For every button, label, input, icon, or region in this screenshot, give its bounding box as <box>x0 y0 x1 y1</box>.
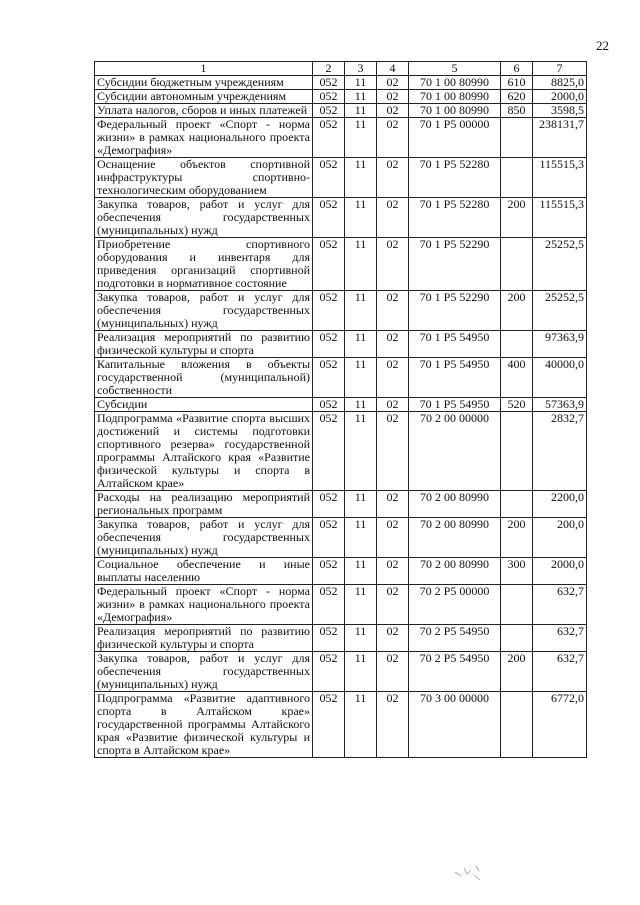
column-number: 3 <box>345 62 377 76</box>
row-name-cell: Капитальные вложения в объекты государственной (муниципальной) собственности <box>95 358 313 398</box>
target-article-cell: 70 2 00 80990 <box>409 518 501 558</box>
row-name-cell: Подпрограмма «Развитие адаптивного спорта в Алтайском крае» государственной программы Алтайского края «Развитие физической культуры и спорта в Алтайском крае» <box>95 692 313 758</box>
section-code-cell: 11 <box>345 291 377 331</box>
amount-cell: 40000,0 <box>533 358 587 398</box>
section-code-cell: 11 <box>345 198 377 238</box>
table-row <box>95 104 587 118</box>
row-name-cell: Оснащение объектов спортивной инфраструктуры спортивно-технологическим оборудованием <box>95 158 313 198</box>
subsection-code-cell: 02 <box>377 652 409 692</box>
expense-type-cell <box>501 625 533 652</box>
target-article-cell: 70 1 P5 52280 <box>409 198 501 238</box>
target-article-cell: 70 1 P5 54950 <box>409 331 501 358</box>
section-code-cell: 11 <box>345 652 377 692</box>
column-number: 5 <box>409 62 501 76</box>
amount-cell: 632,7 <box>533 652 587 692</box>
section-code-cell: 11 <box>345 238 377 291</box>
ministry-code-cell: 052 <box>313 518 345 558</box>
ministry-code-cell: 052 <box>313 398 345 412</box>
expense-type-cell: 610 <box>501 76 533 90</box>
row-name-cell: Закупка товаров, работ и услуг для обеспечения государственных (муниципальных) нужд <box>95 518 313 558</box>
row-name-cell: Федеральный проект «Спорт - норма жизни» в рамках национального проекта «Демография» <box>95 118 313 158</box>
table-row <box>95 118 587 158</box>
target-article-cell: 70 1 P5 52290 <box>409 238 501 291</box>
subsection-code-cell: 02 <box>377 585 409 625</box>
target-article-cell: 70 1 00 80990 <box>409 90 501 104</box>
expense-type-cell <box>501 238 533 291</box>
subsection-code-cell: 02 <box>377 238 409 291</box>
subsection-code-cell: 02 <box>377 331 409 358</box>
column-number: 6 <box>501 62 533 76</box>
ministry-code-cell: 052 <box>313 104 345 118</box>
page-number: 22 <box>596 38 609 53</box>
expense-type-cell: 300 <box>501 558 533 585</box>
subsection-code-cell: 02 <box>377 291 409 331</box>
ministry-code-cell: 052 <box>313 238 345 291</box>
table-row <box>95 238 587 291</box>
row-name-cell: Субсидии бюджетным учреждениям <box>95 76 313 90</box>
ministry-code-cell: 052 <box>313 692 345 758</box>
section-code-cell: 11 <box>345 625 377 652</box>
table-row <box>95 558 587 585</box>
column-number: 7 <box>533 62 587 76</box>
ministry-code-cell: 052 <box>313 585 345 625</box>
target-article-cell: 70 1 P5 00000 <box>409 118 501 158</box>
section-code-cell: 11 <box>345 331 377 358</box>
section-code-cell: 11 <box>345 585 377 625</box>
amount-cell: 632,7 <box>533 625 587 652</box>
subsection-code-cell: 02 <box>377 625 409 652</box>
amount-cell: 8825,0 <box>533 76 587 90</box>
ministry-code-cell: 052 <box>313 558 345 585</box>
section-code-cell: 11 <box>345 104 377 118</box>
expense-type-cell <box>501 331 533 358</box>
row-name-cell: Реализация мероприятий по развитию физической культуры и спорта <box>95 331 313 358</box>
amount-cell: 238131,7 <box>533 118 587 158</box>
amount-cell: 25252,5 <box>533 291 587 331</box>
target-article-cell: 70 1 P5 54950 <box>409 358 501 398</box>
ministry-code-cell: 052 <box>313 331 345 358</box>
row-name-cell: Закупка товаров, работ и услуг для обеспечения государственных (муниципальных) нужд <box>95 652 313 692</box>
subsection-code-cell: 02 <box>377 76 409 90</box>
subsection-code-cell: 02 <box>377 692 409 758</box>
expense-type-cell: 620 <box>501 90 533 104</box>
target-article-cell: 70 1 00 80990 <box>409 76 501 90</box>
section-code-cell: 11 <box>345 518 377 558</box>
ministry-code-cell: 052 <box>313 625 345 652</box>
target-article-cell: 70 2 P5 00000 <box>409 585 501 625</box>
expense-type-cell <box>501 692 533 758</box>
column-number: 4 <box>377 62 409 76</box>
ministry-code-cell: 052 <box>313 358 345 398</box>
target-article-cell: 70 2 P5 54950 <box>409 625 501 652</box>
amount-cell: 2000,0 <box>533 90 587 104</box>
table-row <box>95 198 587 238</box>
subsection-code-cell: 02 <box>377 398 409 412</box>
expense-type-cell: 200 <box>501 198 533 238</box>
table-row <box>95 652 587 692</box>
section-code-cell: 11 <box>345 90 377 104</box>
amount-cell: 2200,0 <box>533 491 587 518</box>
ministry-code-cell: 052 <box>313 291 345 331</box>
table-row <box>95 518 587 558</box>
expense-type-cell <box>501 158 533 198</box>
ministry-code-cell: 052 <box>313 90 345 104</box>
table-row <box>95 76 587 90</box>
column-number: 1 <box>95 62 313 76</box>
section-code-cell: 11 <box>345 158 377 198</box>
amount-cell: 57363,9 <box>533 398 587 412</box>
table-row <box>95 491 587 518</box>
target-article-cell: 70 2 00 80990 <box>409 558 501 585</box>
amount-cell: 200,0 <box>533 518 587 558</box>
target-article-cell: 70 3 00 00000 <box>409 692 501 758</box>
subsection-code-cell: 02 <box>377 358 409 398</box>
column-number: 2 <box>313 62 345 76</box>
row-name-cell: Закупка товаров, работ и услуг для обеспечения государственных (муниципальных) нужд <box>95 291 313 331</box>
row-name-cell: Расходы на реализацию мероприятий региональных программ <box>95 491 313 518</box>
section-code-cell: 11 <box>345 118 377 158</box>
row-name-cell: Подпрограмма «Развитие спорта высших достижений и системы подготовки спортивного резерва» государственной программы Алтайского края «Развитие физической культуры и спорта в Алтайском крае» <box>95 412 313 491</box>
subsection-code-cell: 02 <box>377 412 409 491</box>
table-row <box>95 358 587 398</box>
expense-type-cell <box>501 412 533 491</box>
subsection-code-cell: 02 <box>377 558 409 585</box>
row-name-cell: Социальное обеспечение и иные выплаты населению <box>95 558 313 585</box>
amount-cell: 115515,3 <box>533 198 587 238</box>
subsection-code-cell: 02 <box>377 518 409 558</box>
target-article-cell: 70 2 00 80990 <box>409 491 501 518</box>
expense-type-cell: 200 <box>501 652 533 692</box>
section-code-cell: 11 <box>345 692 377 758</box>
expense-type-cell <box>501 118 533 158</box>
row-name-cell: Приобретение спортивного оборудования и инвентаря для приведения организаций спортивной подготовки в нормативное состояние <box>95 238 313 291</box>
section-code-cell: 11 <box>345 358 377 398</box>
stray-pen-mark <box>452 862 492 888</box>
subsection-code-cell: 02 <box>377 104 409 118</box>
target-article-cell: 70 1 P5 52290 <box>409 291 501 331</box>
expense-type-cell: 200 <box>501 518 533 558</box>
column-number-row <box>95 62 587 76</box>
amount-cell: 115515,3 <box>533 158 587 198</box>
subsection-code-cell: 02 <box>377 198 409 238</box>
row-name-cell: Субсидии автономным учреждениям <box>95 90 313 104</box>
amount-cell: 97363,9 <box>533 331 587 358</box>
target-article-cell: 70 2 00 00000 <box>409 412 501 491</box>
section-code-cell: 11 <box>345 412 377 491</box>
ministry-code-cell: 052 <box>313 76 345 90</box>
expense-type-cell: 850 <box>501 104 533 118</box>
table-row <box>95 585 587 625</box>
table-row <box>95 692 587 758</box>
subsection-code-cell: 02 <box>377 90 409 104</box>
subsection-code-cell: 02 <box>377 491 409 518</box>
table-row <box>95 158 587 198</box>
expense-type-cell: 400 <box>501 358 533 398</box>
amount-cell: 6772,0 <box>533 692 587 758</box>
target-article-cell: 70 1 P5 52280 <box>409 158 501 198</box>
expense-type-cell <box>501 491 533 518</box>
table-row <box>95 398 587 412</box>
ministry-code-cell: 052 <box>313 158 345 198</box>
budget-table <box>94 61 587 758</box>
ministry-code-cell: 052 <box>313 652 345 692</box>
table-row <box>95 331 587 358</box>
section-code-cell: 11 <box>345 76 377 90</box>
table-row <box>95 90 587 104</box>
ministry-code-cell: 052 <box>313 412 345 491</box>
ministry-code-cell: 052 <box>313 491 345 518</box>
amount-cell: 2000,0 <box>533 558 587 585</box>
target-article-cell: 70 2 P5 54950 <box>409 652 501 692</box>
subsection-code-cell: 02 <box>377 118 409 158</box>
row-name-cell: Закупка товаров, работ и услуг для обеспечения государственных (муниципальных) нужд <box>95 198 313 238</box>
row-name-cell: Реализация мероприятий по развитию физической культуры и спорта <box>95 625 313 652</box>
subsection-code-cell: 02 <box>377 158 409 198</box>
section-code-cell: 11 <box>345 491 377 518</box>
expense-type-cell <box>501 585 533 625</box>
expense-type-cell: 520 <box>501 398 533 412</box>
expense-type-cell: 200 <box>501 291 533 331</box>
ministry-code-cell: 052 <box>313 118 345 158</box>
row-name-cell: Субсидии <box>95 398 313 412</box>
amount-cell: 2832,7 <box>533 412 587 491</box>
amount-cell: 3598,5 <box>533 104 587 118</box>
target-article-cell: 70 1 00 80990 <box>409 104 501 118</box>
table-row <box>95 625 587 652</box>
section-code-cell: 11 <box>345 398 377 412</box>
row-name-cell: Федеральный проект «Спорт - норма жизни» в рамках национального проекта «Демография» <box>95 585 313 625</box>
amount-cell: 632,7 <box>533 585 587 625</box>
target-article-cell: 70 1 P5 54950 <box>409 398 501 412</box>
section-code-cell: 11 <box>345 558 377 585</box>
ministry-code-cell: 052 <box>313 198 345 238</box>
table-row <box>95 412 587 491</box>
amount-cell: 25252,5 <box>533 238 587 291</box>
table-row <box>95 291 587 331</box>
row-name-cell: Уплата налогов, сборов и иных платежей <box>95 104 313 118</box>
